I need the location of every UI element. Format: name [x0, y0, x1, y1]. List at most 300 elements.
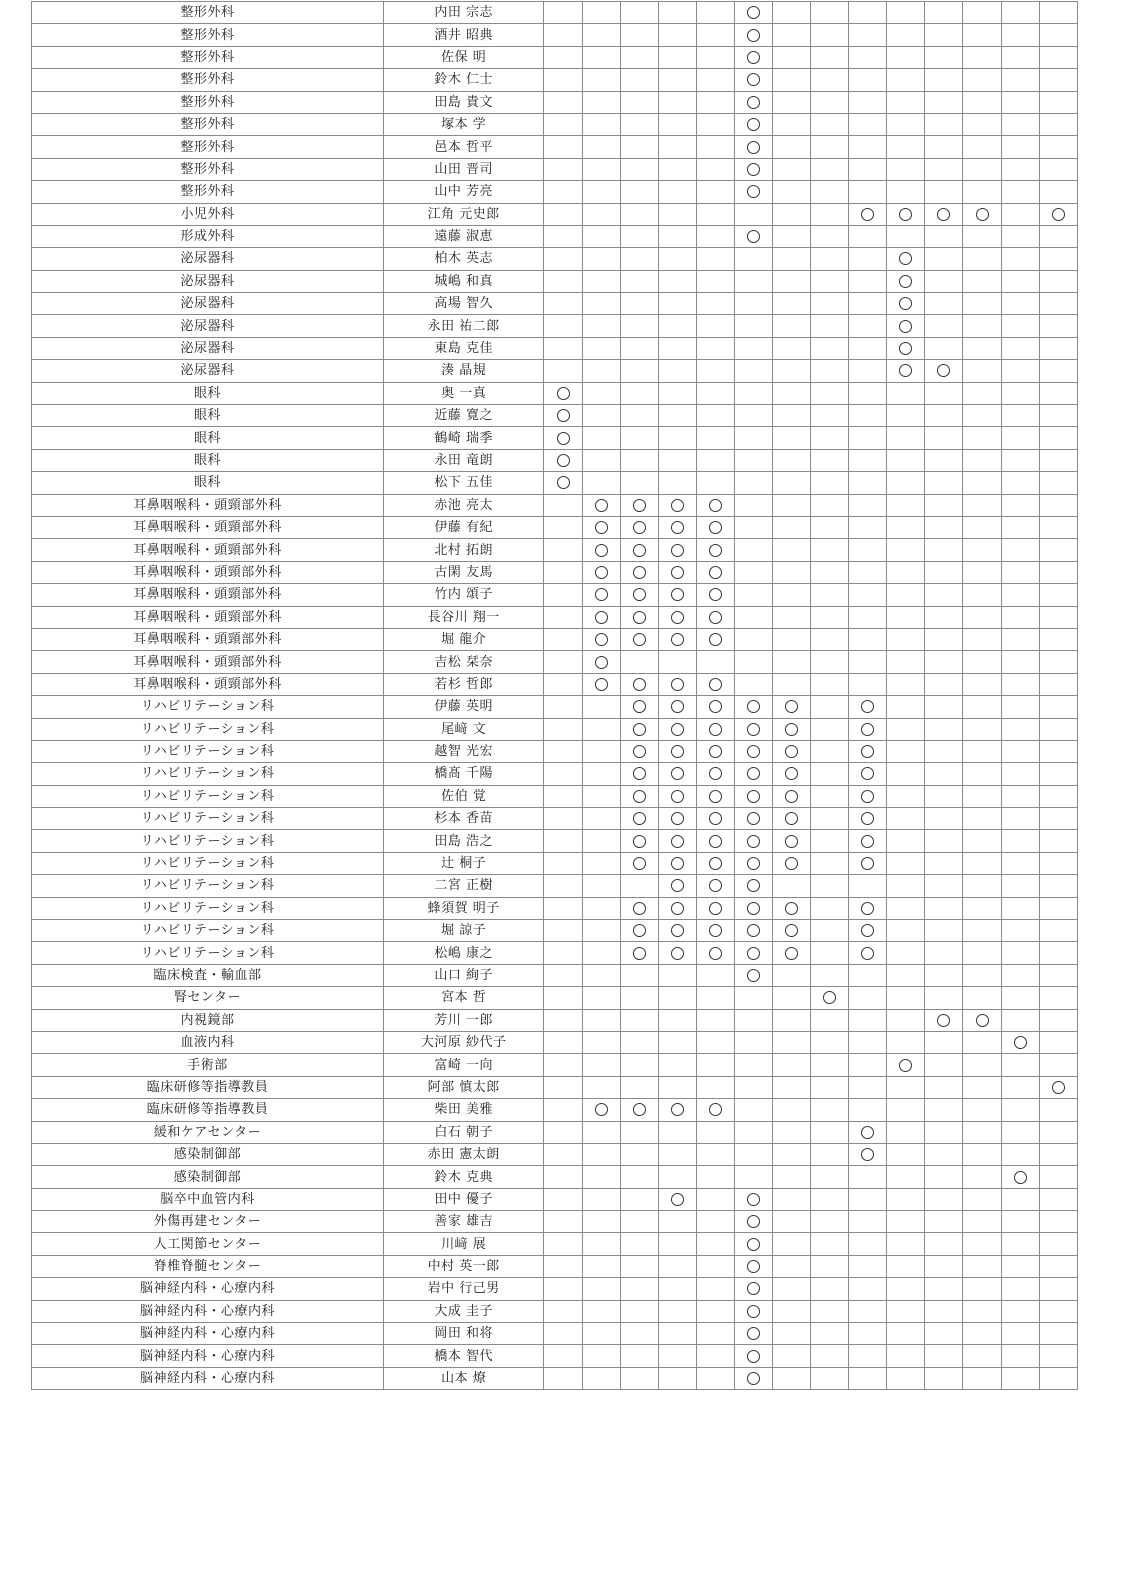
mark-cell	[658, 628, 696, 650]
mark-cell	[887, 1121, 925, 1143]
circle-mark-icon	[747, 163, 760, 176]
mark-cell	[811, 24, 849, 46]
mark-cell	[925, 1121, 963, 1143]
mark-cell	[849, 740, 887, 762]
mark-cell	[1039, 718, 1077, 740]
circle-mark-icon	[937, 208, 950, 221]
mark-cell	[1001, 136, 1039, 158]
table-row	[32, 1031, 1078, 1053]
mark-cell	[696, 46, 734, 68]
table-row	[32, 1099, 1078, 1121]
mark-cell	[544, 651, 582, 673]
mark-cell	[963, 1278, 1001, 1300]
mark-cell	[696, 606, 734, 628]
mark-cell	[620, 920, 658, 942]
department-cell: 感染制御部	[32, 1143, 384, 1165]
mark-cell	[773, 1099, 811, 1121]
mark-cell	[696, 942, 734, 964]
mark-cell	[773, 1255, 811, 1277]
mark-cell	[696, 539, 734, 561]
mark-cell	[582, 964, 620, 986]
department-cell: 内視鏡部	[32, 1009, 384, 1031]
mark-cell	[544, 1188, 582, 1210]
mark-cell	[582, 875, 620, 897]
mark-cell	[1001, 830, 1039, 852]
mark-cell	[620, 337, 658, 359]
mark-cell	[849, 1300, 887, 1322]
mark-cell	[773, 1345, 811, 1367]
department-cell: リハビリテーション科	[32, 852, 384, 874]
mark-cell	[925, 405, 963, 427]
circle-mark-icon	[633, 924, 646, 937]
department-cell: 感染制御部	[32, 1166, 384, 1188]
circle-mark-icon	[557, 409, 570, 422]
mark-cell	[887, 315, 925, 337]
mark-cell	[582, 1255, 620, 1277]
mark-cell	[658, 1121, 696, 1143]
mark-cell	[1039, 516, 1077, 538]
mark-cell	[582, 1121, 620, 1143]
mark-cell	[773, 2, 811, 24]
mark-cell	[1001, 1233, 1039, 1255]
circle-mark-icon	[709, 947, 722, 960]
mark-cell	[1039, 24, 1077, 46]
mark-cell	[696, 1166, 734, 1188]
mark-cell	[925, 584, 963, 606]
mark-cell	[887, 494, 925, 516]
circle-mark-icon	[709, 767, 722, 780]
mark-cell	[1001, 1031, 1039, 1053]
mark-cell	[696, 1143, 734, 1165]
circle-mark-icon	[861, 812, 874, 825]
mark-cell	[658, 1300, 696, 1322]
mark-cell	[658, 382, 696, 404]
table-row	[32, 1009, 1078, 1031]
mark-cell	[734, 1211, 772, 1233]
circle-mark-icon	[633, 835, 646, 848]
circle-mark-icon	[595, 611, 608, 624]
mark-cell	[658, 561, 696, 583]
mark-cell	[544, 1233, 582, 1255]
staff-name-cell: 中村 英一郎	[384, 1255, 544, 1277]
mark-cell	[811, 628, 849, 650]
table-row	[32, 1121, 1078, 1143]
mark-cell	[658, 225, 696, 247]
mark-cell	[696, 920, 734, 942]
mark-cell	[544, 337, 582, 359]
mark-cell	[925, 1255, 963, 1277]
circle-mark-icon	[595, 633, 608, 646]
circle-mark-icon	[633, 1103, 646, 1116]
mark-cell	[658, 1054, 696, 1076]
mark-cell	[696, 1076, 734, 1098]
mark-cell	[582, 1076, 620, 1098]
mark-cell	[887, 1278, 925, 1300]
mark-cell	[544, 472, 582, 494]
mark-cell	[963, 427, 1001, 449]
staff-name-cell: 山本 燎	[384, 1367, 544, 1389]
mark-cell	[849, 763, 887, 785]
mark-cell	[582, 1166, 620, 1188]
mark-cell	[1001, 293, 1039, 315]
mark-cell	[696, 1099, 734, 1121]
mark-cell	[925, 315, 963, 337]
department-cell: 血液内科	[32, 1031, 384, 1053]
mark-cell	[620, 785, 658, 807]
table-row	[32, 136, 1078, 158]
circle-mark-icon	[709, 611, 722, 624]
circle-mark-icon	[747, 1238, 760, 1251]
mark-cell	[811, 740, 849, 762]
table-row	[32, 315, 1078, 337]
table-row	[32, 606, 1078, 628]
mark-cell	[1039, 1255, 1077, 1277]
department-cell: 耳鼻咽喉科・頭頸部外科	[32, 584, 384, 606]
mark-cell	[963, 1367, 1001, 1389]
mark-cell	[1001, 427, 1039, 449]
table-row	[32, 46, 1078, 68]
mark-cell	[620, 539, 658, 561]
mark-cell	[1001, 405, 1039, 427]
mark-cell	[811, 449, 849, 471]
mark-cell	[658, 494, 696, 516]
mark-cell	[582, 113, 620, 135]
mark-cell	[1039, 763, 1077, 785]
mark-cell	[582, 1367, 620, 1389]
mark-cell	[734, 91, 772, 113]
department-cell: 耳鼻咽喉科・頭頸部外科	[32, 606, 384, 628]
circle-mark-icon	[747, 1327, 760, 1340]
mark-cell	[887, 113, 925, 135]
mark-cell	[696, 1009, 734, 1031]
mark-cell	[734, 1143, 772, 1165]
mark-cell	[696, 449, 734, 471]
mark-cell	[773, 628, 811, 650]
mark-cell	[887, 875, 925, 897]
mark-cell	[544, 69, 582, 91]
table-row	[32, 785, 1078, 807]
mark-cell	[734, 360, 772, 382]
department-cell: リハビリテーション科	[32, 740, 384, 762]
mark-cell	[887, 920, 925, 942]
mark-cell	[887, 1188, 925, 1210]
circle-mark-icon	[671, 566, 684, 579]
mark-cell	[963, 1143, 1001, 1165]
circle-mark-icon	[747, 29, 760, 42]
mark-cell	[620, 987, 658, 1009]
mark-cell	[658, 696, 696, 718]
mark-cell	[811, 315, 849, 337]
mark-cell	[811, 897, 849, 919]
circle-mark-icon	[747, 723, 760, 736]
mark-cell	[696, 1188, 734, 1210]
mark-cell	[1039, 158, 1077, 180]
mark-cell	[658, 405, 696, 427]
mark-cell	[811, 382, 849, 404]
mark-cell	[658, 1367, 696, 1389]
mark-cell	[773, 113, 811, 135]
mark-cell	[1039, 1143, 1077, 1165]
table-row	[32, 24, 1078, 46]
mark-cell	[963, 1009, 1001, 1031]
mark-cell	[1001, 740, 1039, 762]
mark-cell	[811, 1143, 849, 1165]
mark-cell	[1039, 830, 1077, 852]
mark-cell	[582, 382, 620, 404]
mark-cell	[1039, 113, 1077, 135]
mark-cell	[658, 875, 696, 897]
circle-mark-icon	[937, 364, 950, 377]
circle-mark-icon	[671, 902, 684, 915]
department-cell: リハビリテーション科	[32, 830, 384, 852]
mark-cell	[544, 763, 582, 785]
mark-cell	[696, 897, 734, 919]
circle-mark-icon	[747, 1350, 760, 1363]
mark-cell	[696, 69, 734, 91]
mark-cell	[925, 360, 963, 382]
circle-mark-icon	[1014, 1171, 1027, 1184]
mark-cell	[963, 830, 1001, 852]
circle-mark-icon	[785, 812, 798, 825]
table-row	[32, 449, 1078, 471]
mark-cell	[849, 1211, 887, 1233]
mark-cell	[963, 696, 1001, 718]
mark-cell	[925, 852, 963, 874]
circle-mark-icon	[785, 835, 798, 848]
mark-cell	[849, 830, 887, 852]
mark-cell	[849, 539, 887, 561]
table-row	[32, 1278, 1078, 1300]
mark-cell	[773, 1143, 811, 1165]
circle-mark-icon	[747, 857, 760, 870]
mark-cell	[849, 382, 887, 404]
mark-cell	[811, 696, 849, 718]
staff-name-cell: 鈴木 克典	[384, 1166, 544, 1188]
mark-cell	[1039, 1188, 1077, 1210]
mark-cell	[811, 293, 849, 315]
mark-cell	[849, 852, 887, 874]
mark-cell	[658, 2, 696, 24]
mark-cell	[544, 584, 582, 606]
mark-cell	[887, 964, 925, 986]
staff-name-cell: 柏木 英志	[384, 248, 544, 270]
mark-cell	[620, 1188, 658, 1210]
mark-cell	[849, 561, 887, 583]
mark-cell	[582, 651, 620, 673]
mark-cell	[620, 2, 658, 24]
mark-cell	[925, 628, 963, 650]
circle-mark-icon	[861, 902, 874, 915]
mark-cell	[773, 964, 811, 986]
mark-cell	[696, 315, 734, 337]
mark-cell	[1001, 1211, 1039, 1233]
department-cell: 泌尿器科	[32, 360, 384, 382]
mark-cell	[1039, 942, 1077, 964]
mark-cell	[620, 1233, 658, 1255]
mark-cell	[544, 1054, 582, 1076]
staff-name-cell: 川﨑 展	[384, 1233, 544, 1255]
mark-cell	[582, 24, 620, 46]
mark-cell	[1001, 472, 1039, 494]
circle-mark-icon	[1052, 208, 1065, 221]
table-row	[32, 539, 1078, 561]
mark-cell	[887, 1054, 925, 1076]
circle-mark-icon	[785, 700, 798, 713]
mark-cell	[887, 1300, 925, 1322]
mark-cell	[582, 427, 620, 449]
mark-cell	[1039, 360, 1077, 382]
mark-cell	[544, 1009, 582, 1031]
department-cell: 脳神経内科・心療内科	[32, 1300, 384, 1322]
circle-mark-icon	[671, 857, 684, 870]
mark-cell	[887, 1211, 925, 1233]
mark-cell	[696, 987, 734, 1009]
mark-cell	[849, 1233, 887, 1255]
circle-mark-icon	[709, 812, 722, 825]
mark-cell	[658, 1076, 696, 1098]
mark-cell	[887, 449, 925, 471]
mark-cell	[1039, 494, 1077, 516]
mark-cell	[658, 1188, 696, 1210]
mark-cell	[696, 763, 734, 785]
mark-cell	[544, 46, 582, 68]
department-cell: 形成外科	[32, 225, 384, 247]
staff-assignment-table	[31, 1, 1078, 1390]
table-row	[32, 203, 1078, 225]
circle-mark-icon	[709, 521, 722, 534]
mark-cell	[963, 315, 1001, 337]
mark-cell	[849, 696, 887, 718]
mark-cell	[544, 808, 582, 830]
table-row	[32, 1076, 1078, 1098]
mark-cell	[734, 449, 772, 471]
mark-cell	[773, 158, 811, 180]
mark-cell	[773, 337, 811, 359]
mark-cell	[1001, 1188, 1039, 1210]
circle-mark-icon	[747, 969, 760, 982]
mark-cell	[620, 1255, 658, 1277]
mark-cell	[1001, 942, 1039, 964]
circle-mark-icon	[671, 499, 684, 512]
department-cell: リハビリテーション科	[32, 897, 384, 919]
mark-cell	[963, 763, 1001, 785]
mark-cell	[925, 897, 963, 919]
mark-cell	[544, 1121, 582, 1143]
mark-cell	[696, 1233, 734, 1255]
department-cell: 眼科	[32, 449, 384, 471]
mark-cell	[887, 897, 925, 919]
table-row	[32, 494, 1078, 516]
mark-cell	[887, 740, 925, 762]
mark-cell	[582, 203, 620, 225]
mark-cell	[963, 337, 1001, 359]
circle-mark-icon	[1014, 1036, 1027, 1049]
mark-cell	[773, 673, 811, 695]
mark-cell	[773, 270, 811, 292]
mark-cell	[925, 651, 963, 673]
mark-cell	[887, 1233, 925, 1255]
circle-mark-icon	[709, 879, 722, 892]
staff-name-cell: 白石 朝子	[384, 1121, 544, 1143]
mark-cell	[734, 942, 772, 964]
mark-cell	[963, 405, 1001, 427]
staff-name-cell: 伊藤 有紀	[384, 516, 544, 538]
table-row	[32, 69, 1078, 91]
staff-name-cell: 堀 諒子	[384, 920, 544, 942]
mark-cell	[811, 472, 849, 494]
mark-cell	[734, 2, 772, 24]
mark-cell	[658, 920, 696, 942]
circle-mark-icon	[747, 902, 760, 915]
mark-cell	[811, 1255, 849, 1277]
mark-cell	[544, 494, 582, 516]
mark-cell	[925, 830, 963, 852]
mark-cell	[620, 181, 658, 203]
department-cell: 眼科	[32, 405, 384, 427]
mark-cell	[887, 1031, 925, 1053]
department-cell: 泌尿器科	[32, 315, 384, 337]
mark-cell	[658, 46, 696, 68]
mark-cell	[811, 1009, 849, 1031]
mark-cell	[696, 561, 734, 583]
mark-cell	[925, 24, 963, 46]
circle-mark-icon	[595, 499, 608, 512]
mark-cell	[811, 181, 849, 203]
mark-cell	[1039, 808, 1077, 830]
mark-cell	[1001, 1367, 1039, 1389]
mark-cell	[734, 740, 772, 762]
mark-cell	[1039, 225, 1077, 247]
mark-cell	[696, 136, 734, 158]
circle-mark-icon	[671, 611, 684, 624]
mark-cell	[811, 1300, 849, 1322]
mark-cell	[620, 472, 658, 494]
mark-cell	[1039, 46, 1077, 68]
staff-name-cell: 長谷川 翔一	[384, 606, 544, 628]
mark-cell	[849, 1076, 887, 1098]
circle-mark-icon	[633, 521, 646, 534]
mark-cell	[963, 293, 1001, 315]
mark-cell	[849, 964, 887, 986]
mark-cell	[544, 1166, 582, 1188]
mark-cell	[620, 1143, 658, 1165]
table-row	[32, 852, 1078, 874]
table-row	[32, 270, 1078, 292]
mark-cell	[963, 852, 1001, 874]
mark-cell	[620, 360, 658, 382]
mark-cell	[925, 1054, 963, 1076]
mark-cell	[620, 91, 658, 113]
mark-cell	[1001, 897, 1039, 919]
mark-cell	[544, 1300, 582, 1322]
mark-cell	[1001, 561, 1039, 583]
mark-cell	[544, 785, 582, 807]
mark-cell	[1039, 651, 1077, 673]
mark-cell	[887, 405, 925, 427]
staff-name-cell: 松嶋 康之	[384, 942, 544, 964]
mark-cell	[963, 987, 1001, 1009]
circle-mark-icon	[747, 51, 760, 64]
mark-cell	[887, 1076, 925, 1098]
circle-mark-icon	[709, 924, 722, 937]
staff-name-cell: 赤田 憲太朗	[384, 1143, 544, 1165]
mark-cell	[849, 584, 887, 606]
department-cell: 脳神経内科・心療内科	[32, 1323, 384, 1345]
mark-cell	[620, 113, 658, 135]
mark-cell	[849, 1143, 887, 1165]
mark-cell	[925, 1345, 963, 1367]
mark-cell	[582, 494, 620, 516]
